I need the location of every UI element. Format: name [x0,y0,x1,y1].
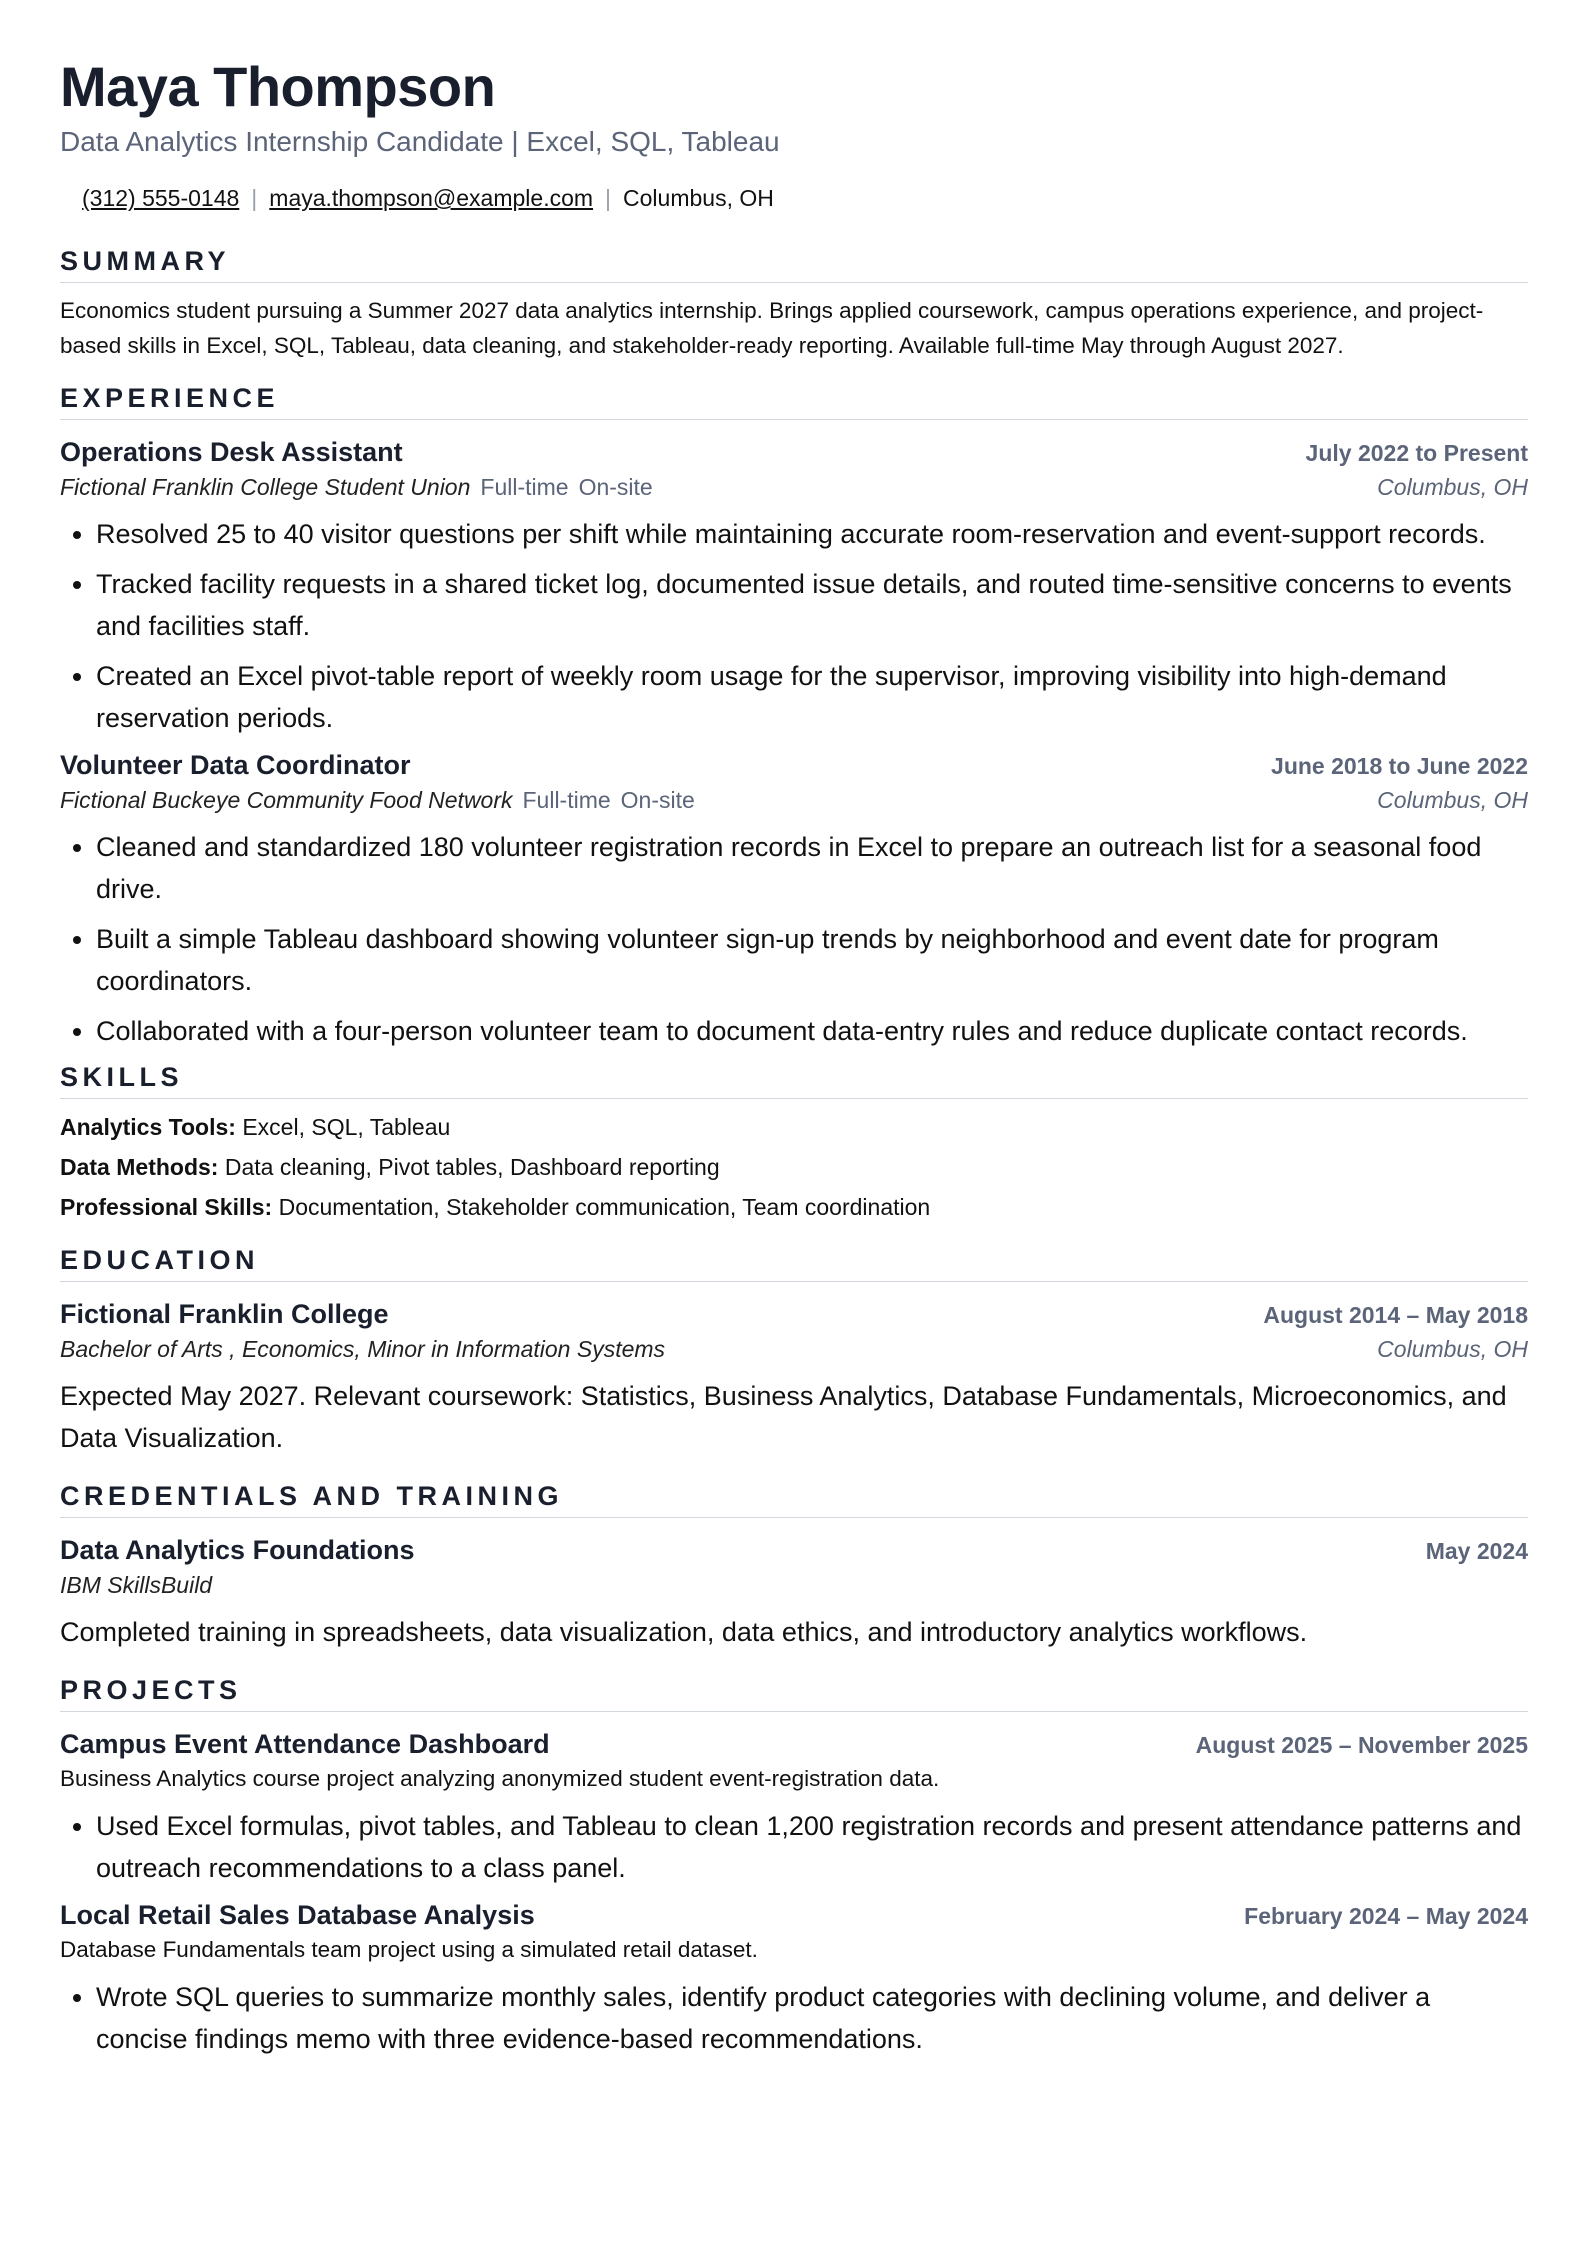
job-location: Columbus, OH [1377,787,1528,813]
skill-label: Professional Skills: [60,1194,273,1220]
section-title-summary: SUMMARY [60,244,1528,283]
credential-entry [60,1532,1528,1653]
work-mode: On-site [578,474,653,500]
education-entry [60,1296,1528,1459]
project-entry [60,1726,1528,1889]
bullet-item: • Collaborated with a four-person volunteer team to document data-entry rules and reduce duplicate contact records. [96,1010,1528,1052]
candidate-headline: Data Analytics Internship Candidate | Excel, SQL, Tableau [60,126,780,157]
employer-name: Fictional Franklin College Student Union [60,474,471,500]
contact-separator: | [605,185,612,211]
project-bullets [60,1805,1528,1889]
skill-row [60,1147,1528,1187]
skill-value: Excel, SQL, Tableau [242,1114,451,1140]
work-mode: On-site [620,787,695,813]
bullet-item: • Created an Excel pivot-table report of weekly room usage for the supervisor, improving visibility into high-demand reservation periods. [96,655,1528,739]
section-title-education: EDUCATION [60,1243,1528,1282]
experience-entry [60,434,1528,739]
section-title-credentials: CREDENTIALS AND TRAINING [60,1479,1528,1518]
credential-name: Data Analytics Foundations [60,1535,415,1565]
skill-row [60,1187,1528,1227]
job-dates: July 2022 to Present [1305,440,1528,466]
summary-text: Economics student pursuing a Summer 2027 data analytics internship. Brings applied coursework, campus operations experience, and project-based skills in Excel, SQL, Tableau, data cleaning, and stakeholder-ready reporting. Available full-time May through August 2027. [60,298,1484,358]
project-entry [60,1897,1528,2060]
email-link[interactable]: maya.thompson@example.com [269,185,594,211]
job-dates: June 2018 to June 2022 [1271,753,1528,779]
skill-row [60,1107,1528,1147]
skill-label: Analytics Tools: [60,1114,236,1140]
employment-type: Full-time [480,474,569,500]
education-section [60,1243,1528,1459]
degree: Bachelor of Arts , Economics, Minor in Information Systems [60,1336,666,1362]
project-dates: February 2024 – May 2024 [1244,1903,1528,1929]
credential-details: Completed training in spreadsheets, data visualization, data ethics, and introductory analytics workflows. [60,1617,1308,1647]
contact-separator: | [251,185,258,211]
credentials-section [60,1479,1528,1653]
job-bullets [60,513,1528,739]
skill-label: Data Methods: [60,1154,219,1180]
skills-section [60,1060,1528,1227]
bullet-item: • Wrote SQL queries to summarize monthly sales, identify product categories with declining volume, and deliver a concise findings memo with three evidence-based recommendations. [96,1976,1528,2060]
experience-section [60,381,1528,1052]
employer-name: Fictional Buckeye Community Food Network [60,787,513,813]
project-dates: August 2025 – November 2025 [1195,1732,1528,1758]
summary-section [60,244,1528,363]
candidate-name: Maya Thompson [60,55,496,118]
phone-link[interactable]: (312) 555-0148 [82,185,240,211]
employment-type: Full-time [522,787,611,813]
project-name: Campus Event Attendance Dashboard [60,1729,550,1759]
job-title: Operations Desk Assistant [60,437,403,467]
project-bullets [60,1976,1528,2060]
skills-list [60,1107,1528,1227]
section-title-projects: PROJECTS [60,1673,1528,1712]
job-bullets [60,826,1528,1052]
skill-value: Documentation, Stakeholder communication, Team coordination [278,1194,931,1220]
school-name: Fictional Franklin College [60,1299,389,1329]
bullet-item: • Used Excel formulas, pivot tables, and Tableau to clean 1,200 registration records and present attendance patterns and outreach recommendations to a class panel. [96,1805,1528,1889]
experience-entry [60,747,1528,1052]
bullet-item: • Cleaned and standardized 180 volunteer registration records in Excel to prepare an outreach list for a seasonal food drive. [96,826,1528,910]
skill-value: Data cleaning, Pivot tables, Dashboard reporting [224,1154,720,1180]
bullet-item: • Resolved 25 to 40 visitor questions per shift while maintaining accurate room-reservation and event-support records. [96,513,1528,555]
projects-section [60,1673,1528,2060]
contact-location: Columbus, OH [623,185,774,211]
school-location: Columbus, OH [1377,1336,1528,1362]
job-title: Volunteer Data Coordinator [60,750,411,780]
project-context: Database Fundamentals team project using a simulated retail dataset. [60,1937,758,1962]
project-context: Business Analytics course project analyzing anonymized student event-registration data. [60,1766,940,1791]
contact-line [60,182,1528,214]
bullet-item: • Built a simple Tableau dashboard showing volunteer sign-up trends by neighborhood and event date for program coordinators. [96,918,1528,1002]
education-dates: August 2014 – May 2018 [1263,1302,1528,1328]
bullet-item: • Tracked facility requests in a shared ticket log, documented issue details, and routed time-sensitive concerns to events and facilities staff. [96,563,1528,647]
credential-date: May 2024 [1425,1538,1528,1564]
job-location: Columbus, OH [1377,474,1528,500]
project-name: Local Retail Sales Database Analysis [60,1900,535,1930]
section-title-skills: SKILLS [60,1060,1528,1099]
credential-issuer: IBM SkillsBuild [60,1572,213,1598]
section-title-experience: EXPERIENCE [60,381,1528,420]
education-details: Expected May 2027. Relevant coursework: Statistics, Business Analytics, Database Fundamentals, Microeconomics, and Data Visualization. [60,1381,1507,1453]
